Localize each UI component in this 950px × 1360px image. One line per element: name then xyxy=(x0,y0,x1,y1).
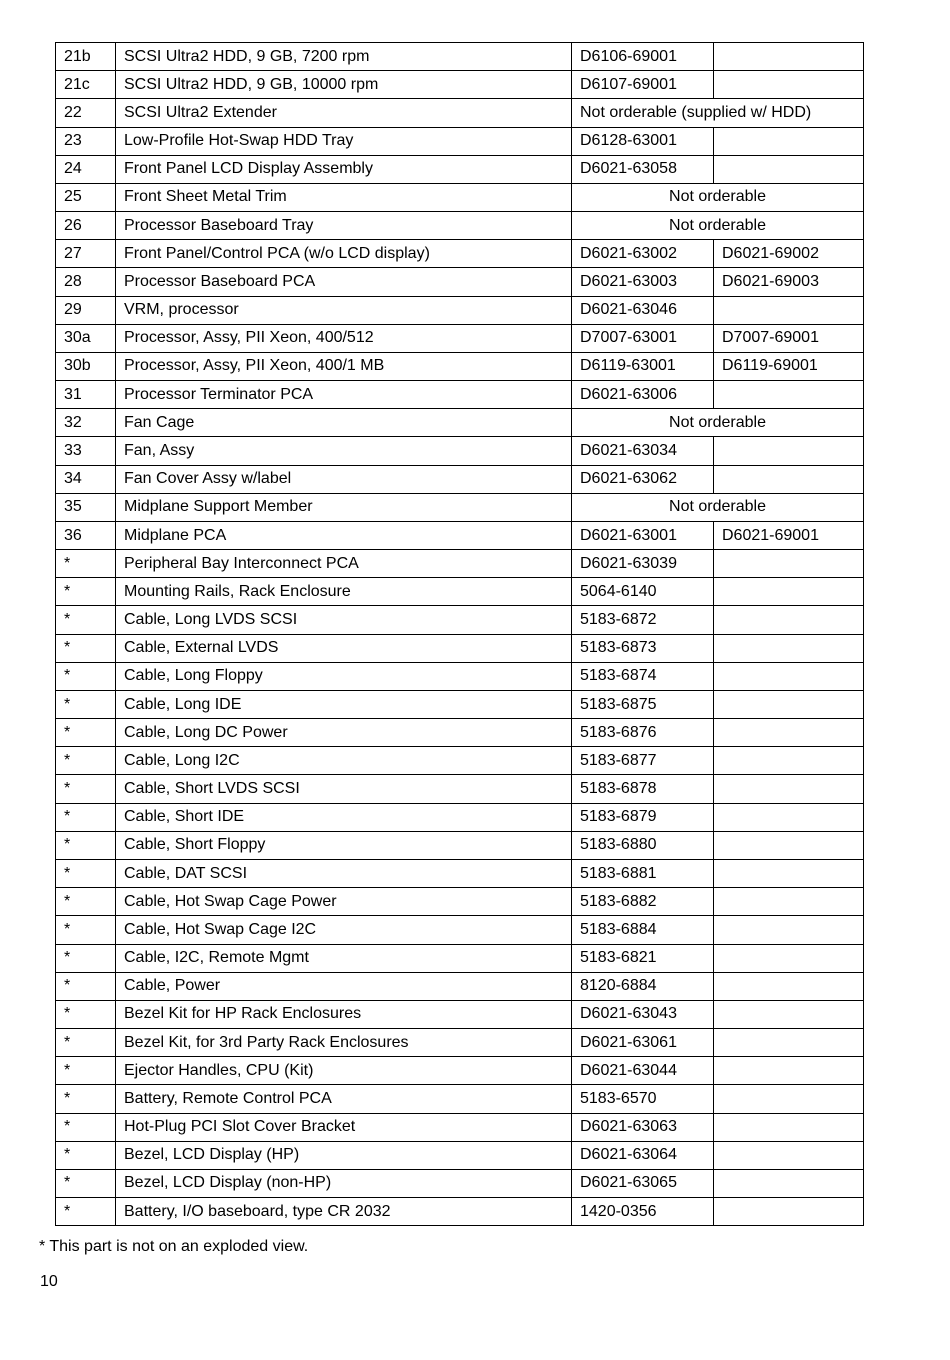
orderable-note-cell: Not orderable xyxy=(572,409,864,437)
table-row xyxy=(56,71,864,99)
exchange-part-cell xyxy=(714,859,864,887)
table-row xyxy=(56,268,864,296)
exchange-part-cell xyxy=(714,606,864,634)
table-row xyxy=(56,1198,864,1226)
exchange-part-cell xyxy=(714,1029,864,1057)
description-cell: Cable, Short LVDS SCSI xyxy=(116,775,572,803)
table-row xyxy=(56,352,864,380)
item-number-cell: * xyxy=(56,1198,116,1226)
replacement-part-cell: 5183-6880 xyxy=(572,831,714,859)
item-number-cell: 36 xyxy=(56,521,116,549)
table-row xyxy=(56,606,864,634)
exchange-part-cell: D6021-69001 xyxy=(714,521,864,549)
replacement-part-cell: 5183-6877 xyxy=(572,747,714,775)
table-row xyxy=(56,43,864,71)
orderable-note-cell: Not orderable xyxy=(572,493,864,521)
table-row xyxy=(56,916,864,944)
replacement-part-cell: D6021-63061 xyxy=(572,1029,714,1057)
description-cell: Low-Profile Hot-Swap HDD Tray xyxy=(116,127,572,155)
description-cell: Processor Terminator PCA xyxy=(116,381,572,409)
item-number-cell: * xyxy=(56,803,116,831)
description-cell: Fan Cover Assy w/label xyxy=(116,465,572,493)
description-cell: Cable, Hot Swap Cage I2C xyxy=(116,916,572,944)
item-number-cell: 25 xyxy=(56,183,116,211)
table-row xyxy=(56,155,864,183)
description-cell: Front Panel/Control PCA (w/o LCD display) xyxy=(116,240,572,268)
exchange-part-cell xyxy=(714,719,864,747)
item-number-cell: * xyxy=(56,747,116,775)
replacement-part-cell: D6021-63003 xyxy=(572,268,714,296)
item-number-cell: * xyxy=(56,606,116,634)
exchange-part-cell xyxy=(714,775,864,803)
table-row xyxy=(56,690,864,718)
table-row xyxy=(56,859,864,887)
replacement-part-cell: 8120-6884 xyxy=(572,972,714,1000)
table-row xyxy=(56,719,864,747)
item-number-cell: 30a xyxy=(56,324,116,352)
description-cell: Front Sheet Metal Trim xyxy=(116,183,572,211)
table-row xyxy=(56,521,864,549)
exchange-part-cell xyxy=(714,1057,864,1085)
exchange-part-cell xyxy=(714,747,864,775)
table-row xyxy=(56,747,864,775)
description-cell: Cable, Long DC Power xyxy=(116,719,572,747)
description-cell: Cable, Long LVDS SCSI xyxy=(116,606,572,634)
item-number-cell: 29 xyxy=(56,296,116,324)
replacement-part-cell: 5183-6881 xyxy=(572,859,714,887)
replacement-part-cell: 5064-6140 xyxy=(572,578,714,606)
replacement-part-cell: 5183-6882 xyxy=(572,888,714,916)
exchange-part-cell xyxy=(714,578,864,606)
item-number-cell: 21c xyxy=(56,71,116,99)
table-row xyxy=(56,1169,864,1197)
table-row xyxy=(56,409,864,437)
replacement-part-cell: 5183-6873 xyxy=(572,634,714,662)
description-cell: Processor, Assy, PII Xeon, 400/512 xyxy=(116,324,572,352)
exchange-part-cell xyxy=(714,972,864,1000)
description-cell: Cable, Long I2C xyxy=(116,747,572,775)
table-row xyxy=(56,183,864,211)
replacement-part-cell: D6119-63001 xyxy=(572,352,714,380)
replacement-part-cell: 5183-6570 xyxy=(572,1085,714,1113)
table-row xyxy=(56,944,864,972)
replacement-part-cell: D6106-69001 xyxy=(572,43,714,71)
parts-table xyxy=(55,42,864,1226)
table-row xyxy=(56,437,864,465)
exchange-part-cell xyxy=(714,465,864,493)
description-cell: Bezel, LCD Display (HP) xyxy=(116,1141,572,1169)
replacement-part-cell: 5183-6878 xyxy=(572,775,714,803)
table-row xyxy=(56,240,864,268)
description-cell: SCSI Ultra2 Extender xyxy=(116,99,572,127)
item-number-cell: * xyxy=(56,888,116,916)
replacement-part-cell: D6021-63001 xyxy=(572,521,714,549)
table-row xyxy=(56,888,864,916)
item-number-cell: * xyxy=(56,1085,116,1113)
replacement-part-cell: D6021-63006 xyxy=(572,381,714,409)
description-cell: Battery, Remote Control PCA xyxy=(116,1085,572,1113)
description-cell: Peripheral Bay Interconnect PCA xyxy=(116,550,572,578)
item-number-cell: * xyxy=(56,550,116,578)
item-number-cell: 24 xyxy=(56,155,116,183)
table-row xyxy=(56,1141,864,1169)
item-number-cell: * xyxy=(56,916,116,944)
table-row xyxy=(56,465,864,493)
replacement-part-cell: D6021-63058 xyxy=(572,155,714,183)
parts-table-body xyxy=(56,43,864,1226)
item-number-cell: * xyxy=(56,1169,116,1197)
replacement-part-cell: 5183-6821 xyxy=(572,944,714,972)
item-number-cell: 22 xyxy=(56,99,116,127)
replacement-part-cell: 5183-6879 xyxy=(572,803,714,831)
replacement-part-cell: D6021-63034 xyxy=(572,437,714,465)
description-cell: Processor, Assy, PII Xeon, 400/1 MB xyxy=(116,352,572,380)
replacement-part-cell: D7007-63001 xyxy=(572,324,714,352)
table-row xyxy=(56,662,864,690)
item-number-cell: * xyxy=(56,719,116,747)
item-number-cell: 33 xyxy=(56,437,116,465)
item-number-cell: * xyxy=(56,662,116,690)
description-cell: Midplane Support Member xyxy=(116,493,572,521)
exchange-part-cell xyxy=(714,662,864,690)
exchange-part-cell xyxy=(714,1141,864,1169)
table-row xyxy=(56,99,864,127)
exchange-part-cell xyxy=(714,71,864,99)
table-row xyxy=(56,775,864,803)
description-cell: VRM, processor xyxy=(116,296,572,324)
description-cell: Cable, Long IDE xyxy=(116,690,572,718)
table-row xyxy=(56,127,864,155)
replacement-part-cell: D6128-63001 xyxy=(572,127,714,155)
item-number-cell: 30b xyxy=(56,352,116,380)
replacement-part-cell: D6021-63062 xyxy=(572,465,714,493)
item-number-cell: * xyxy=(56,690,116,718)
exchange-part-cell xyxy=(714,944,864,972)
description-cell: Hot-Plug PCI Slot Cover Bracket xyxy=(116,1113,572,1141)
description-cell: Cable, Power xyxy=(116,972,572,1000)
item-number-cell: 28 xyxy=(56,268,116,296)
exchange-part-cell xyxy=(714,1085,864,1113)
item-number-cell: * xyxy=(56,1029,116,1057)
replacement-part-cell: 5183-6872 xyxy=(572,606,714,634)
item-number-cell: * xyxy=(56,944,116,972)
table-row xyxy=(56,803,864,831)
item-number-cell: * xyxy=(56,859,116,887)
item-number-cell: * xyxy=(56,578,116,606)
exchange-part-cell: D6119-69001 xyxy=(714,352,864,380)
description-cell: Ejector Handles, CPU (Kit) xyxy=(116,1057,572,1085)
exchange-part-cell xyxy=(714,437,864,465)
item-number-cell: 21b xyxy=(56,43,116,71)
replacement-part-cell: 5183-6875 xyxy=(572,690,714,718)
description-cell: Cable, External LVDS xyxy=(116,634,572,662)
replacement-part-cell: D6021-63046 xyxy=(572,296,714,324)
exchange-part-cell xyxy=(714,690,864,718)
replacement-part-cell: 5183-6884 xyxy=(572,916,714,944)
footnote: * This part is not on an exploded view. xyxy=(39,1238,309,1255)
replacement-part-cell: 5183-6874 xyxy=(572,662,714,690)
description-cell: Fan, Assy xyxy=(116,437,572,465)
orderable-note-cell: Not orderable xyxy=(572,212,864,240)
item-number-cell: * xyxy=(56,1141,116,1169)
exchange-part-cell xyxy=(714,1169,864,1197)
table-row xyxy=(56,1029,864,1057)
description-cell: Cable, Short Floppy xyxy=(116,831,572,859)
exchange-part-cell xyxy=(714,43,864,71)
item-number-cell: 27 xyxy=(56,240,116,268)
table-row xyxy=(56,634,864,662)
table-row xyxy=(56,578,864,606)
table-row xyxy=(56,212,864,240)
orderable-note-cell: Not orderable (supplied w/ HDD) xyxy=(572,99,864,127)
exchange-part-cell: D6021-69002 xyxy=(714,240,864,268)
replacement-part-cell: D6021-63064 xyxy=(572,1141,714,1169)
item-number-cell: * xyxy=(56,1113,116,1141)
item-number-cell: 26 xyxy=(56,212,116,240)
exchange-part-cell xyxy=(714,1113,864,1141)
item-number-cell: * xyxy=(56,972,116,1000)
description-cell: Cable, Hot Swap Cage Power xyxy=(116,888,572,916)
item-number-cell: 31 xyxy=(56,381,116,409)
replacement-part-cell: D6021-63044 xyxy=(572,1057,714,1085)
replacement-part-cell: D6021-63065 xyxy=(572,1169,714,1197)
item-number-cell: * xyxy=(56,1057,116,1085)
table-row xyxy=(56,324,864,352)
description-cell: Bezel Kit, for 3rd Party Rack Enclosures xyxy=(116,1029,572,1057)
description-cell: Processor Baseboard PCA xyxy=(116,268,572,296)
table-row xyxy=(56,972,864,1000)
exchange-part-cell xyxy=(714,831,864,859)
table-row xyxy=(56,1057,864,1085)
exchange-part-cell xyxy=(714,550,864,578)
description-cell: Processor Baseboard Tray xyxy=(116,212,572,240)
exchange-part-cell xyxy=(714,127,864,155)
exchange-part-cell xyxy=(714,634,864,662)
exchange-part-cell xyxy=(714,1198,864,1226)
replacement-part-cell: D6021-63039 xyxy=(572,550,714,578)
exchange-part-cell xyxy=(714,1000,864,1028)
replacement-part-cell: D6107-69001 xyxy=(572,71,714,99)
table-row xyxy=(56,550,864,578)
description-cell: SCSI Ultra2 HDD, 9 GB, 10000 rpm xyxy=(116,71,572,99)
item-number-cell: * xyxy=(56,1000,116,1028)
replacement-part-cell: D6021-63063 xyxy=(572,1113,714,1141)
description-cell: Battery, I/O baseboard, type CR 2032 xyxy=(116,1198,572,1226)
description-cell: Cable, I2C, Remote Mgmt xyxy=(116,944,572,972)
table-row xyxy=(56,493,864,521)
exchange-part-cell xyxy=(714,296,864,324)
item-number-cell: 35 xyxy=(56,493,116,521)
exchange-part-cell: D6021-69003 xyxy=(714,268,864,296)
description-cell: Cable, Long Floppy xyxy=(116,662,572,690)
table-row xyxy=(56,831,864,859)
item-number-cell: * xyxy=(56,634,116,662)
table-row xyxy=(56,1113,864,1141)
exchange-part-cell xyxy=(714,155,864,183)
exchange-part-cell xyxy=(714,916,864,944)
description-cell: Bezel Kit for HP Rack Enclosures xyxy=(116,1000,572,1028)
description-cell: SCSI Ultra2 HDD, 9 GB, 7200 rpm xyxy=(116,43,572,71)
exchange-part-cell xyxy=(714,803,864,831)
description-cell: Bezel, LCD Display (non-HP) xyxy=(116,1169,572,1197)
item-number-cell: * xyxy=(56,831,116,859)
table-row xyxy=(56,296,864,324)
item-number-cell: 23 xyxy=(56,127,116,155)
description-cell: Front Panel LCD Display Assembly xyxy=(116,155,572,183)
item-number-cell: * xyxy=(56,775,116,803)
table-row xyxy=(56,381,864,409)
orderable-note-cell: Not orderable xyxy=(572,183,864,211)
replacement-part-cell: D6021-63002 xyxy=(572,240,714,268)
table-row xyxy=(56,1085,864,1113)
replacement-part-cell: D6021-63043 xyxy=(572,1000,714,1028)
description-cell: Mounting Rails, Rack Enclosure xyxy=(116,578,572,606)
description-cell: Cable, Short IDE xyxy=(116,803,572,831)
table-row xyxy=(56,1000,864,1028)
page-number: 10 xyxy=(40,1273,58,1290)
replacement-part-cell: 5183-6876 xyxy=(572,719,714,747)
description-cell: Cable, DAT SCSI xyxy=(116,859,572,887)
exchange-part-cell xyxy=(714,381,864,409)
item-number-cell: 34 xyxy=(56,465,116,493)
replacement-part-cell: 1420-0356 xyxy=(572,1198,714,1226)
item-number-cell: 32 xyxy=(56,409,116,437)
exchange-part-cell: D7007-69001 xyxy=(714,324,864,352)
description-cell: Midplane PCA xyxy=(116,521,572,549)
exchange-part-cell xyxy=(714,888,864,916)
description-cell: Fan Cage xyxy=(116,409,572,437)
